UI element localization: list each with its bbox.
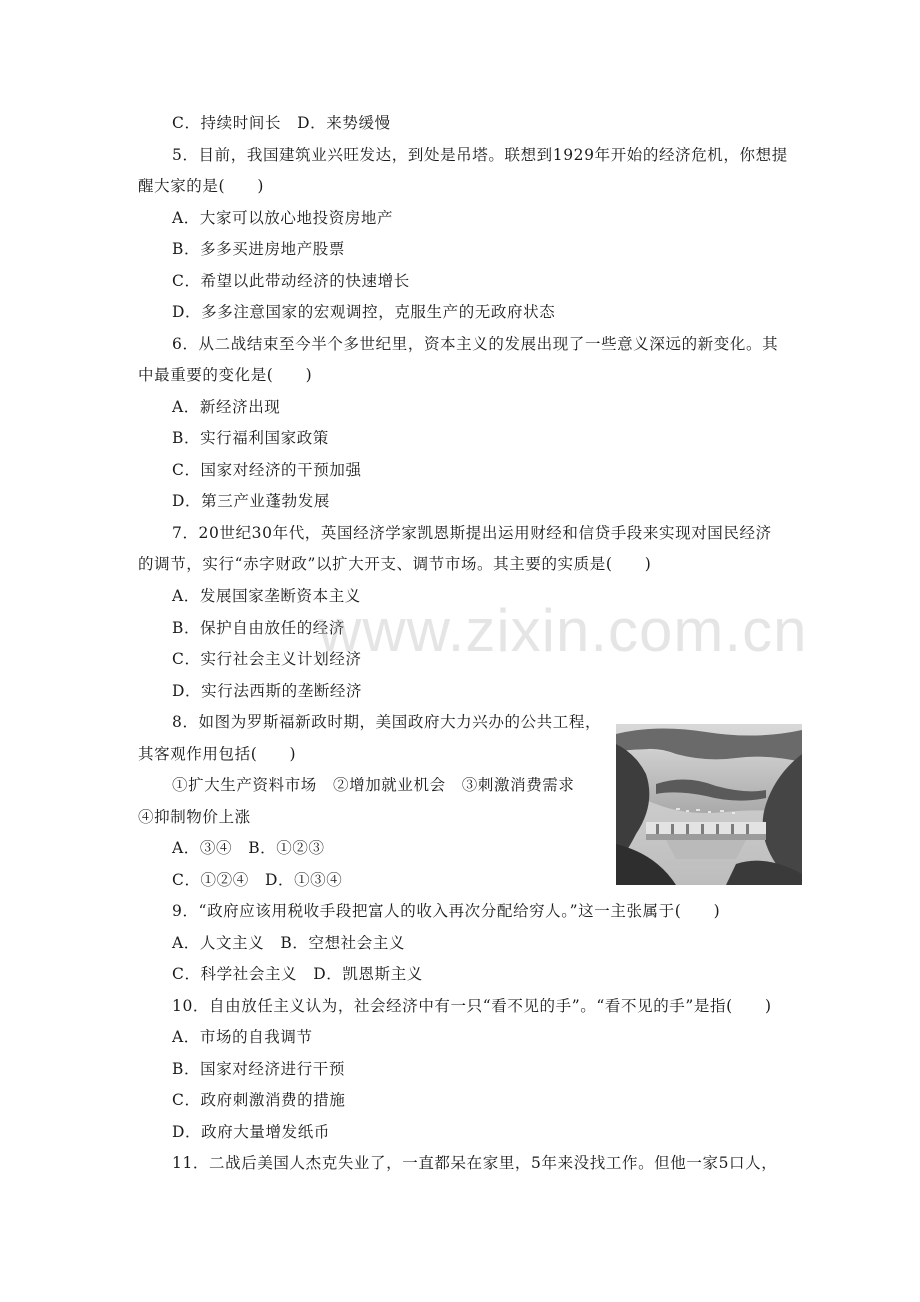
dam-photo-illustration (616, 724, 802, 885)
q10-stem: 10．自由放任主义认为，社会经济中有一只“看不见的手”。“看不见的手”是指( ) (172, 997, 772, 1015)
q8-stem-line2: 其客观作用包括( ) (138, 745, 297, 763)
q6-stem-line2: 中最重要的变化是( ) (138, 366, 313, 384)
q5-option-a: A．大家可以放心地投资房地产 (172, 209, 394, 227)
q10-option-d: D．政府大量增发纸币 (172, 1123, 330, 1141)
q11-stem-line1: 11．二战后美国人杰克失业了，一直都呆在家里，5年来没找工作。但他一家5口人， (172, 1154, 778, 1172)
q6-option-d: D．第三产业蓬勃发展 (172, 492, 330, 510)
q5-stem-line2: 醒大家的是( ) (138, 177, 264, 195)
q8-option-cd: C．①②④ D．①③④ (172, 871, 343, 889)
q10-option-a: A．市场的自我调节 (172, 1028, 313, 1046)
q5-option-c: C．希望以此带动经济的快速增长 (172, 272, 410, 290)
q6-option-b: B．实行福利国家政策 (172, 429, 329, 447)
q7-stem-line2: 的调节，实行“赤字财政”以扩大开支、调节市场。其主要的实质是( ) (138, 555, 652, 573)
q7-stem-line1: 7．20世纪30年代，英国经济学家凯恩斯提出运用财经和信贷手段来实现对国民经济 (172, 524, 772, 542)
q7-option-c: C．实行社会主义计划经济 (172, 650, 362, 668)
q4-option-cd: C．持续时间长 D．来势缓慢 (172, 114, 391, 132)
q6-stem-line1: 6．从二战结束至今半个多世纪里，资本主义的发展出现了一些意义深远的新变化。其 (172, 335, 779, 353)
q5-stem-line1: 5．目前，我国建筑业兴旺发达，到处是吊塔。联想到1929年开始的经济危机，你想提 (172, 146, 788, 164)
q10-option-b: B．国家对经济进行干预 (172, 1060, 345, 1078)
q9-option-cd: C．科学社会主义 D．凯恩斯主义 (172, 965, 423, 983)
dam-photo (616, 724, 802, 885)
q5-option-d: D．多多注意国家的宏观调控，克服生产的无政府状态 (172, 303, 556, 321)
q8-option-ab: A．③④ B．①②③ (172, 839, 325, 857)
q8-stem-line1: 8．如图为罗斯福新政时期，美国政府大力兴办的公共工程， (172, 713, 602, 731)
q7-option-d: D．实行法西斯的垄断经济 (172, 682, 363, 700)
q6-option-a: A．新经济出现 (172, 398, 281, 416)
q7-option-a: A．发展国家垄断资本主义 (172, 587, 361, 605)
q5-option-b: B．多多买进房地产股票 (172, 240, 345, 258)
q8-items-line1: ①扩大生产资料市场 ②增加就业机会 ③刺激消费需求 (172, 776, 575, 794)
watermark: www.zixin.com.cn (318, 597, 808, 664)
q8-items-line2: ④抑制物价上涨 (138, 808, 251, 826)
q9-option-ab: A．人文主义 B．空想社会主义 (172, 934, 406, 952)
q7-option-b: B．保护自由放任的经济 (172, 619, 345, 637)
q9-stem: 9．“政府应该用税收手段把富人的收入再次分配给穷人。”这一主张属于( ) (172, 902, 721, 920)
q10-option-c: C．政府刺激消费的措施 (172, 1091, 346, 1109)
q6-option-c: C．国家对经济的干预加强 (172, 461, 362, 479)
